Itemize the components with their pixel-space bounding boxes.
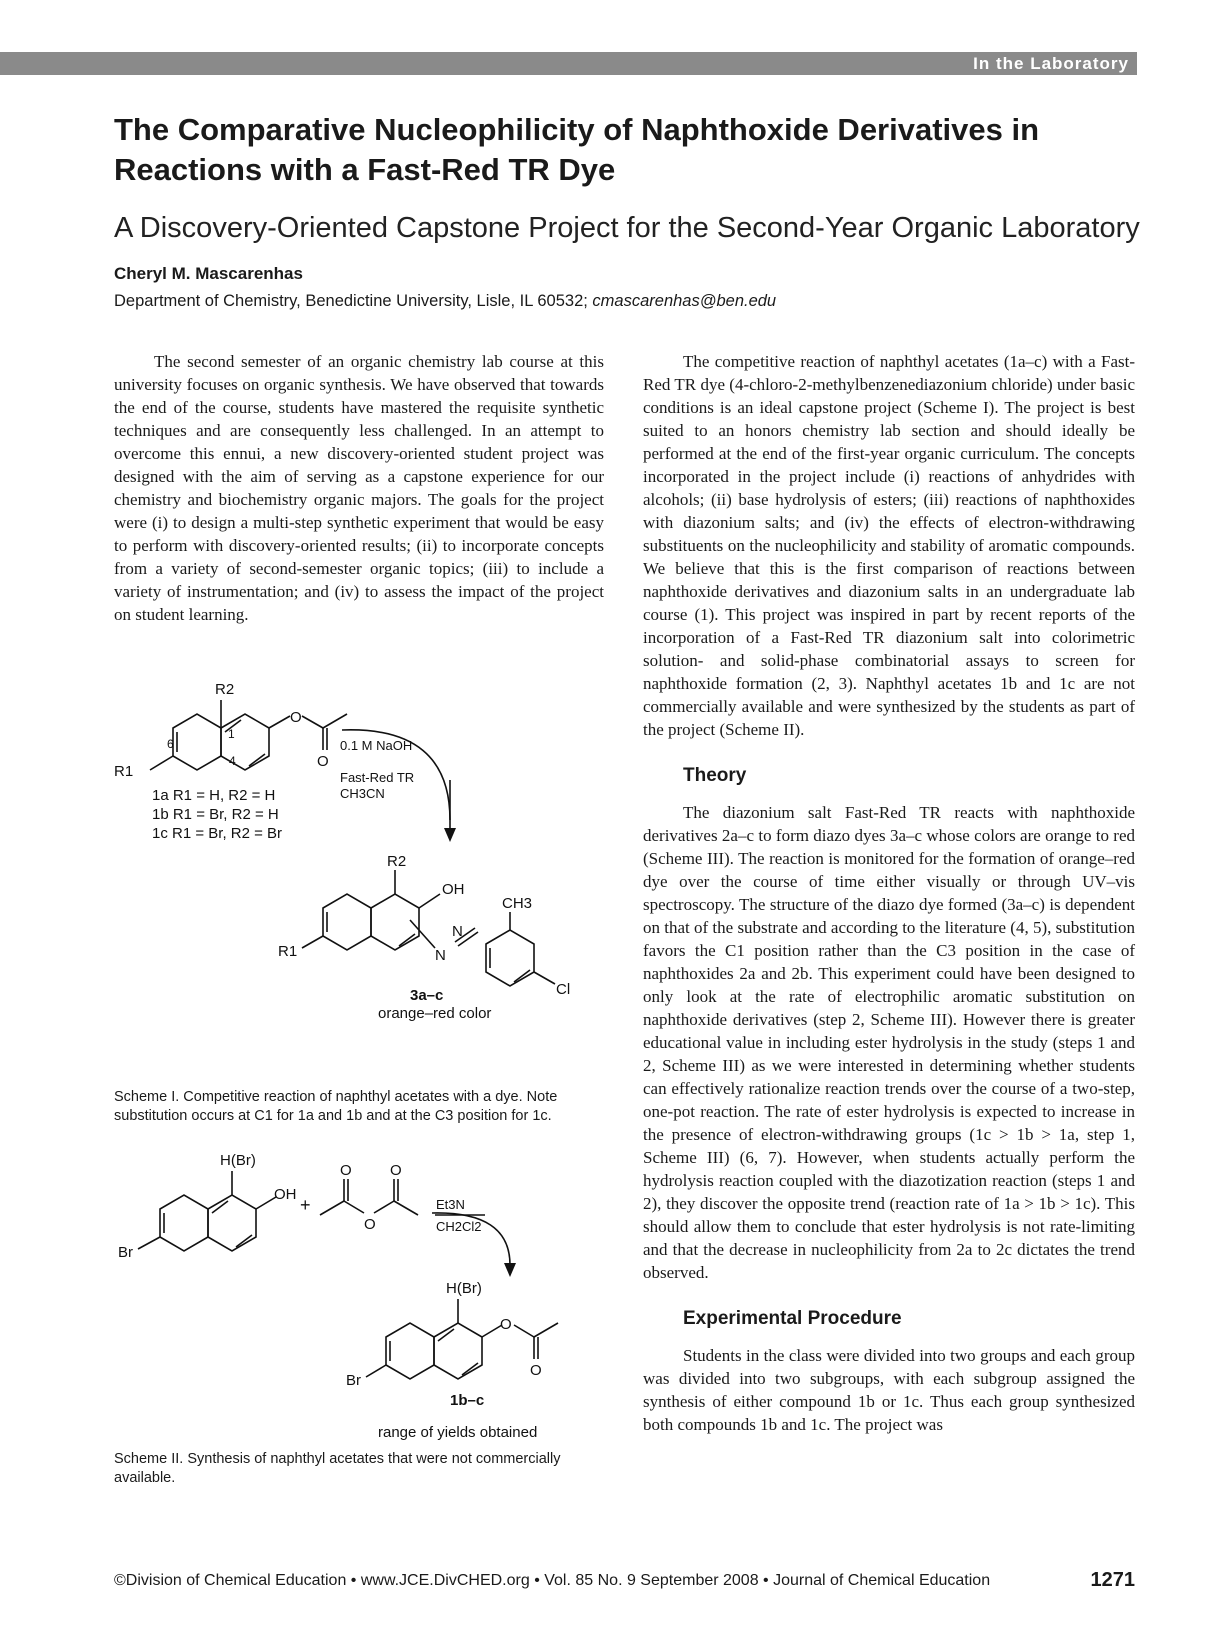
s2-br-product: Br — [346, 1372, 361, 1389]
right-column — [643, 350, 1135, 1436]
s1-pos1: 1 — [228, 727, 235, 741]
s2-o-left: O — [340, 1162, 352, 1179]
s1-o-carbonyl: O — [317, 753, 329, 770]
article-title: The Comparative Nucleophilicity of Naphthoxide Derivatives in Reactions with a Fast-Red TR Dye — [114, 112, 1040, 187]
scheme-2-figure — [110, 1145, 610, 1440]
experimental-paragraph: Students in the class were divided into two groups and each group was divided into two subgroups, with each subgroup assigned the synthesis of either compound 1b or 1c. Thus each group synthesized both compounds 1b and 1c. The project was — [643, 1346, 1135, 1434]
s1-cl: Cl — [556, 981, 571, 998]
s1-cmpd-1c: 1c R1 = Br, R2 = Br — [152, 825, 283, 842]
s1-pos6: 6 — [167, 737, 174, 751]
s2-hbr-product: H(Br) — [446, 1280, 482, 1297]
s1-pos4: 4 — [229, 754, 236, 768]
s2-hbr-top: H(Br) — [220, 1152, 256, 1169]
s1-r2-product: R2 — [387, 853, 407, 870]
author-name: Cheryl M. Mascarenhas — [114, 264, 303, 283]
experimental-heading: Experimental Procedure — [683, 1308, 902, 1329]
s1-reagent-naoh: 0.1 M NaOH — [340, 738, 413, 753]
s2-yield-line1: range of yields obtained — [378, 1424, 538, 1440]
theory-paragraph: The diazonium salt Fast-Red TR reacts with naphthoxide derivatives 2a–c to form diazo dyes 3a–c whose colors are orange to red (Scheme III). The reaction is monitored for the formation of orange–red dye over the course of time either visually or through UV–vis spectroscopy. The structure of the diazo dye formed (3a–c) is dependent on that of the substrate and according to the literature (4, 5), substitution favors the C1 position rather than the C3 position in the case of naphthoxides 2a and 2b. This experiment could have been designed to only look at the rate of electrophilic aromatic substitution on naphthoxide derivatives (step 2, Scheme III). However there is greater educational value in including ester hydrolysis in the study (steps 1 and 2, Scheme III) as we were interested in determining whether students can effectively rationalize reaction trends over the course of a two-step, one-pot reaction. The rate of ester hydrolysis is expected to increase in the presence of electron-withdrawing groups (1c > 1b > 1a, step 1, Scheme III) (6, 7). However, when students actually perform the hydrolysis reaction coupled with the diazotization reaction (steps 1 and 2), they discover the opposite trend (reaction rate of 1a > 1b > 1c). This should allow them to conclude that ester hydrolysis is not rate-limiting and that the decrease in nucleophilicity from 2a to 2c dictates the trend observed. — [643, 803, 1135, 1282]
scheme-1-caption: Scheme I. Competitive reaction of naphthyl acetates with a dye. Note substitution occurs at C1 for 1a and 1b and at the C3 position for 1c. — [114, 1089, 558, 1124]
s1-n-upper: N — [452, 923, 463, 940]
s1-reagent-fastred: Fast-Red TR — [340, 770, 415, 785]
s2-o-right: O — [390, 1162, 402, 1179]
s1-product-name: 3a–c — [410, 987, 444, 1004]
page-number: 1271 — [1090, 1569, 1135, 1591]
theory-heading: Theory — [683, 765, 747, 786]
s2-br: Br — [118, 1244, 133, 1261]
s1-reagent-solvent: CH3CN — [340, 786, 385, 801]
s2-reagent-et3n: Et3N — [436, 1197, 465, 1212]
scheme-2-caption: Scheme II. Synthesis of naphthyl acetates that were not commercially available. — [114, 1451, 561, 1486]
article-subtitle: A Discovery-Oriented Capstone Project for the Second-Year Organic Laboratory — [114, 212, 1140, 244]
s1-cmpd-1a: 1a R1 = H, R2 = H — [152, 787, 276, 804]
author-email[interactable]: cmascarenhas@ben.edu — [592, 292, 777, 310]
left-column — [114, 350, 604, 626]
s2-o-bridge: O — [364, 1216, 376, 1233]
s2-o-product-carbonyl: O — [530, 1362, 542, 1379]
s2-product-name: 1b–c — [450, 1392, 485, 1409]
s1-n-lower: N — [435, 947, 446, 964]
s1-oh: OH — [442, 881, 465, 898]
s1-o-ester: O — [290, 709, 302, 726]
s1-r2-top: R2 — [215, 681, 235, 698]
s2-reagent-ch2cl2: CH2Cl2 — [436, 1219, 482, 1234]
affiliation-text: Department of Chemistry, Benedictine University, Lisle, IL 60532; — [114, 292, 588, 310]
s1-ch3: CH3 — [502, 895, 533, 912]
affiliation — [114, 292, 776, 311]
right-paragraph-1: The competitive reaction of naphthyl acetates (1a–c) with a Fast-Red TR dye (4-chloro-2-methylbenzenediazonium chloride) under basic conditions is an ideal capstone project (Scheme I). The project is best suited to an honors chemistry lab section and should ideally be performed at the end of the first-year organic curriculum. The concepts incorporated in the project include (i) reactions of anhydrides with alcohols; (ii) base hydrolysis of esters; (iii) reactions of naphthoxides with diazonium salts; and (iv) the effects of electron-withdrawing substituents on the nucleophilicity and stability of aromatic compounds. We believe that this is the first comparison of reactions between naphthoxide derivatives and diazonium salts in an undergraduate lab course (1). This project was inspired in part by recent reports of the incorporation of a Fast-Red TR diazonium salt into colorimetric solution- and solid-phase combinatorial assays to screen for naphthoxide formation (2, 3). Naphthyl acetates 1b and 1c are not commercially available and were synthesized by the students as part of the project (Scheme II). — [643, 352, 1135, 739]
section-tag: In the Laboratory — [912, 52, 1137, 75]
s2-plus: + — [300, 1195, 311, 1215]
s2-oh: OH — [274, 1186, 297, 1203]
s1-cmpd-1b: 1b R1 = Br, R2 = H — [152, 806, 279, 823]
footer-text: ©Division of Chemical Education • www.JCE.DivCHED.org • Vol. 85 No. 9 September 2008 • Journal of Chemical Education — [114, 1572, 991, 1589]
page-footer — [114, 1569, 1135, 1591]
scheme-1-figure — [110, 680, 610, 1080]
s1-r1-product: R1 — [278, 943, 298, 960]
s1-r1: R1 — [114, 763, 134, 780]
intro-paragraph: The second semester of an organic chemistry lab course at this university focuses on organic synthesis. We have observed that towards the end of the course, students have mastered the requisite synthetic techniques and are consequently less challenged. In an attempt to overcome this ennui, a new discovery-oriented student project was designed with the aim of serving as a capstone experience for our chemistry and biochemistry organic majors. The goals for the project were (i) to design a multi-step synthetic experiment that would be easy to perform with discovery-oriented results; (ii) to incorporate concepts from a variety of second-semester organic topics; (iii) to include a variety of instrumentation; and (iv) to assess the impact of the project on student learning. — [114, 352, 604, 624]
s1-product-color: orange–red color — [378, 1005, 492, 1022]
s2-o-product: O — [500, 1316, 512, 1333]
